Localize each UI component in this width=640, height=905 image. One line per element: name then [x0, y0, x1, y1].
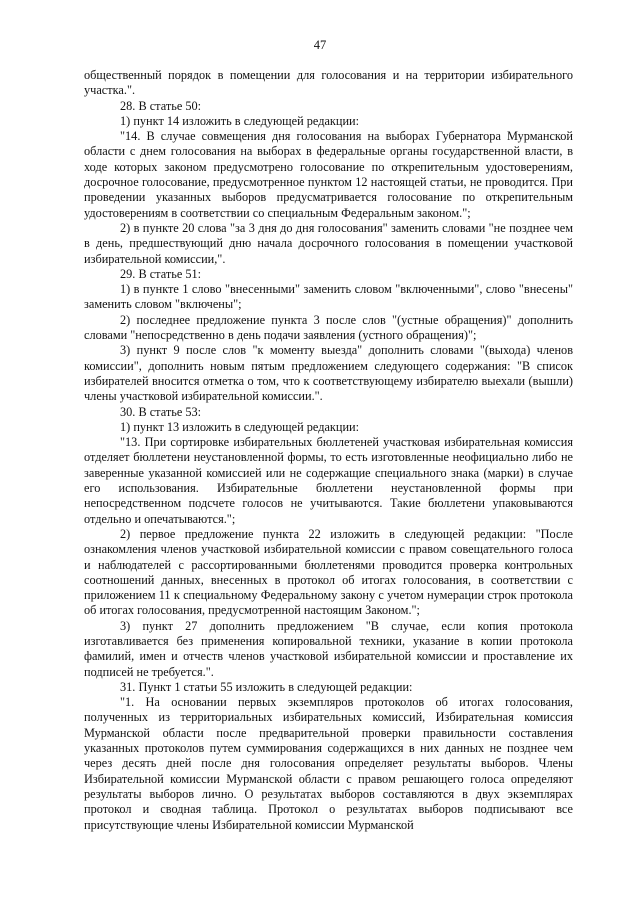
quoted-clause: "1. На основании первых экземпляров протоколов об итогах голосования, полученных из территориальных избирательных комиссий, Избирательная комиссия Мурманской области после предварительной проверки правильности составления указанных протоколов путем суммирования содержащихся в них данных не позднее чем через десять дней после дня голосования определяет результаты выборов. Члены Избирательной комиссии Мурманской области с правом решающего голоса определяют результаты выборов лично. О результатах выборов составляются в двух экземплярах протокол и сводная таблица. Протокол о результатах выборов подписывают все присутствующие члены Избирательной комиссии Мурманской [84, 695, 573, 832]
paragraph-continuation: общественный порядок в помещении для голосования и на территории избирательного участка.". [84, 68, 573, 98]
paragraph: 2) последнее предложение пункта 3 после слов "(устные обращения)" дополнить словами "непосредственно в день подачи заявления (устного обращения)"; [84, 312, 573, 343]
article-heading-28: 28. В статье 50: [120, 98, 202, 113]
article-heading-29: 29. В статье 51: [120, 266, 202, 281]
paragraph: 1) пункт 14 изложить в следующей редакции: [120, 113, 360, 128]
article-heading-30: 30. В статье 53: [120, 404, 202, 419]
quoted-clause: "14. В случае совмещения дня голосования на выборах Губернатора Мурманской области с днем голосования на выборах в федеральные органы государственной власти, в ходе которых законом предусмотрено голосование по открепительным удостоверениям, досрочное голосование, предусмотренное пунктом 12 настоящей статьи, не проводится. При проведении указанных выборов предусматривается голосование по открепительным удостоверениям в соответствии со специальным Федеральным законом."; [84, 129, 573, 220]
page-number: 47 [313, 38, 327, 52]
document-body [84, 68, 573, 833]
paragraph: 3) пункт 9 после слов "к моменту выезда" дополнить словами "(выхода) членов комиссии", дополнить новым пятым предложением следующего содержания: "В список избирателей вносится отметка о том, что к соответствующему избирателю выехали (вышли) члены участковой избирательной комиссии.". [84, 343, 573, 404]
paragraph: 1) в пункте 1 слово "внесенными" заменить словом "включенными", слово "внесены" заменить словом "включены"; [84, 282, 573, 312]
paragraph: 2) в пункте 20 слова "за 3 дня до дня голосования" заменить словами "не позднее чем в день, предшествующий дню начала досрочного голосования в помещении участковой избирательной комиссии,". [84, 220, 573, 266]
paragraph: 2) первое предложение пункта 22 изложить в следующей редакции: "После ознакомления членов участковой избирательной комиссии с правом совещательного голоса и наблюдателей с рассортированными бюллетенями проводится проверка контрольных соотношений данных, внесенных в протокол об итогах голосования, в соответствии с приложением 11 к специальному Федеральному закону с учетом нумерации строк протокола об итогах голосования, предусмотренной настоящим Законом."; [84, 526, 573, 618]
paragraph: 1) пункт 13 изложить в следующей редакции: [120, 419, 360, 434]
article-heading-31: 31. Пункт 1 статьи 55 изложить в следующей редакции: [120, 679, 413, 694]
paragraph: 3) пункт 27 дополнить предложением "В случае, если копия протокола изготавливается без применения копировальной техники, указание в копии протокола фамилий, имен и отчеств членов участковой избирательной комиссии и проставление их подписей не требуется.". [84, 618, 573, 679]
quoted-clause: "13. При сортировке избирательных бюллетеней участковая избирательная комиссия отделяет бюллетени неустановленной формы, то есть изготовленные неофициально либо не заверенные указанной комиссией или не содержащие специального знака (марки) в случае его использования. Избирательные бюллетени неустановленной формы при непосредственном подсчете голосов не учитываются. Такие бюллетени упаковываются отдельно и опечатываются."; [84, 435, 573, 526]
